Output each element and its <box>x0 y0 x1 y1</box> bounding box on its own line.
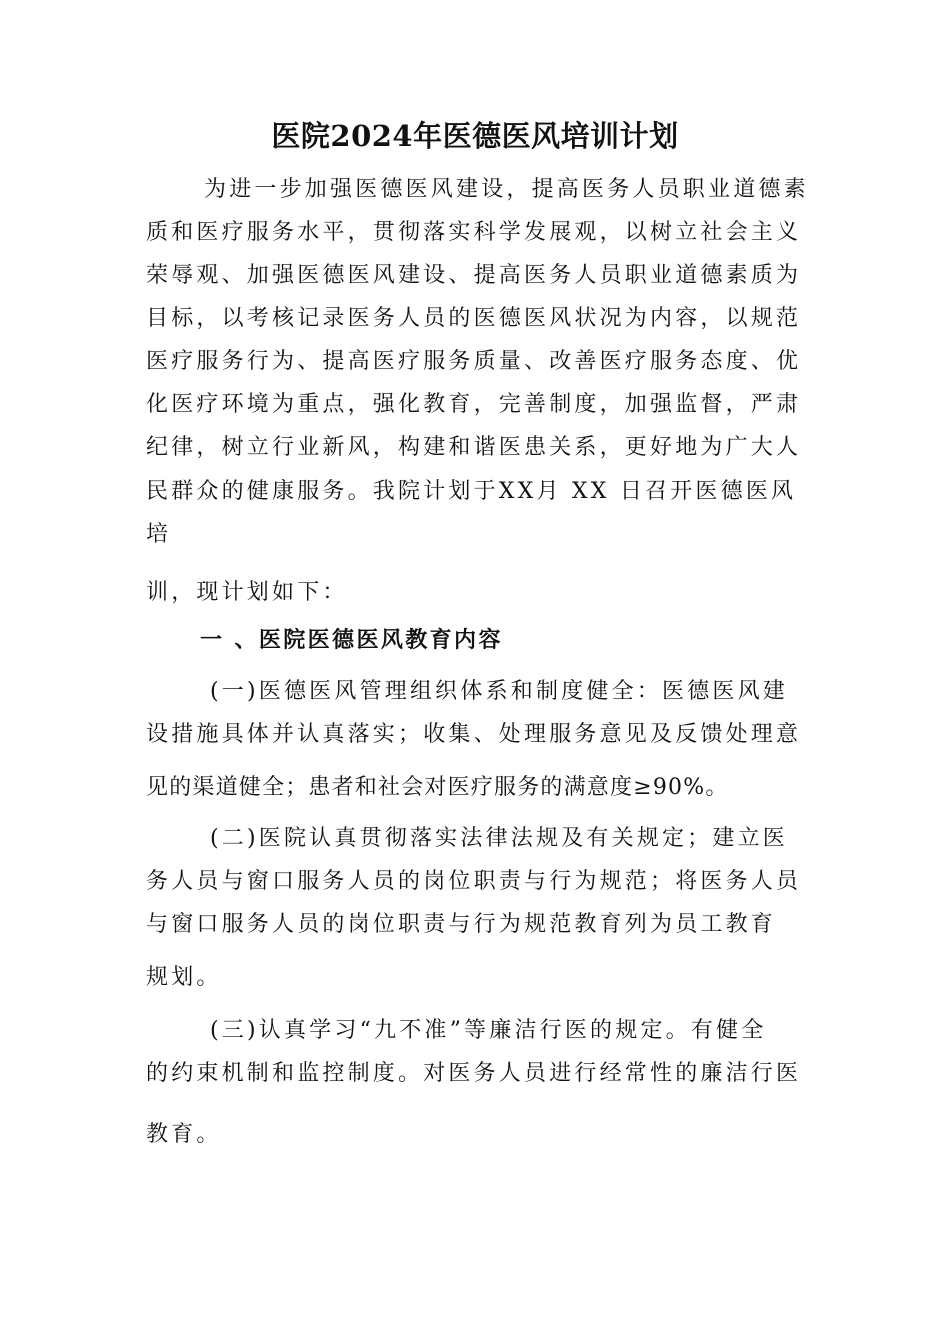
item2-line: (二)医院认真贯彻落实法律法规及有关规定；建立医 <box>210 826 788 851</box>
document-title: 医院2024年医德医风培训计划 <box>271 119 679 153</box>
intro-line: 培 <box>146 522 172 547</box>
item2-line: 务人员与窗口服务人员的岗位职责与行为规范；将医务人员 <box>146 869 802 894</box>
item2-line: 规划。 <box>146 965 222 990</box>
item2-line: 与窗口服务人员的岗位职责与行为规范教育列为员工教育 <box>146 912 777 937</box>
item3-line: 的约束机制和监控制度。对医务人员进行经常性的廉洁行医 <box>146 1061 802 1086</box>
intro-line: 医疗服务行为、提高医疗服务质量、改善医疗服务态度、优 <box>146 349 802 374</box>
intro-line: 化医疗环境为重点，强化教育，完善制度，加强监督，严肃 <box>146 392 802 417</box>
section-heading: 一 、医院医德医风教育内容 <box>200 627 503 653</box>
intro-line: 荣辱观、加强医德医风建设、提高医务人员职业道德素质为 <box>146 263 802 288</box>
intro-line: 为进一步加强医德医风建设，提高医务人员职业道德素 <box>204 177 809 202</box>
item1-line: 设措施具体并认真落实；收集、处理服务意见及反馈处理意 <box>146 722 802 747</box>
intro-line: 目标，以考核记录医务人员的医德医风状况为内容，以规范 <box>146 306 802 331</box>
item1-line: (一)医德医风管理组织体系和制度健全：医德医风建 <box>210 679 788 704</box>
intro-line: 民群众的健康服务。我院计划于XX月 XX 日召开医德医风 <box>146 479 797 504</box>
intro-line: 质和医疗服务水平，贯彻落实科学发展观，以树立社会主义 <box>146 220 802 245</box>
item3-line: 教育。 <box>146 1122 222 1147</box>
item3-line: (三)认真学习“九不准”等廉洁行医的规定。有健全 <box>210 1018 767 1043</box>
intro-line: 纪律，树立行业新风，构建和谐医患关系，更好地为广大人 <box>146 435 802 460</box>
intro-line: 训，现计划如下： <box>146 580 348 605</box>
item1-line: 见的渠道健全；患者和社会对医疗服务的满意度≥90%。 <box>146 775 729 800</box>
